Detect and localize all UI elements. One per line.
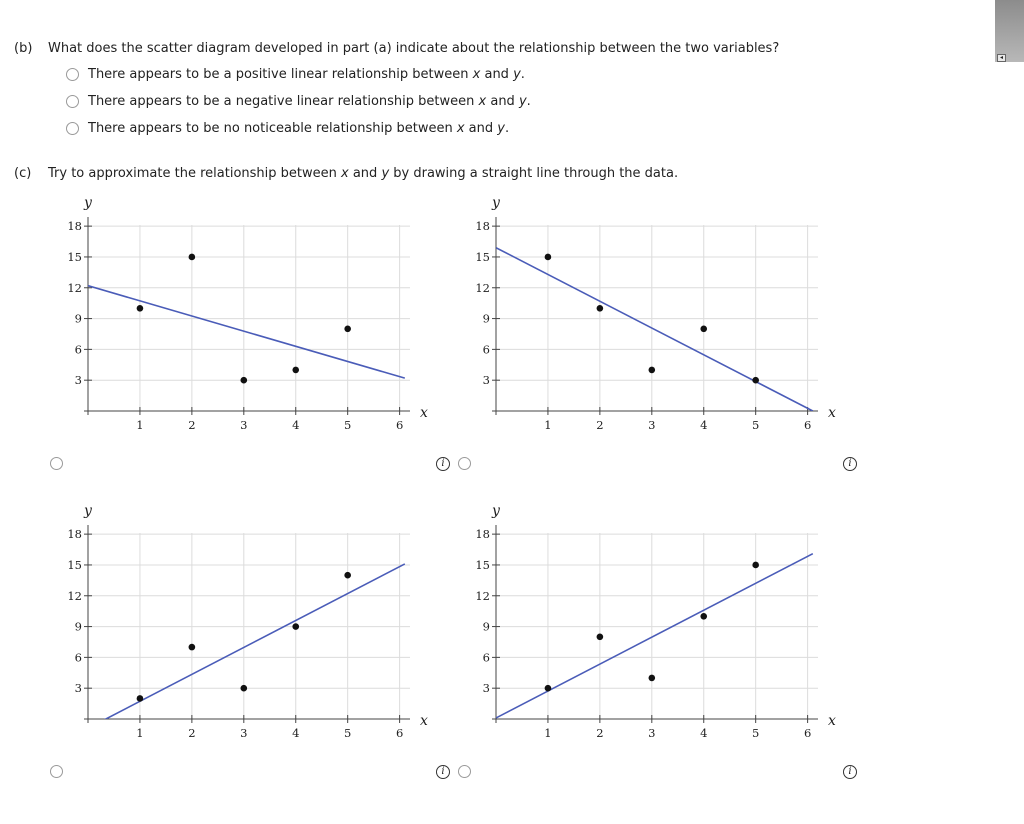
x-tick-label: 2 [188, 418, 196, 432]
data-point [752, 562, 759, 569]
data-point [241, 377, 248, 384]
x-tick-label: 4 [700, 418, 708, 432]
y-tick-label: 3 [74, 681, 82, 696]
y-tick-label: 6 [74, 342, 82, 357]
y-tick-label: 18 [475, 527, 490, 542]
part-c-question: (c) Try to approximate the relationship between x and y by drawing a straight line through the data. [14, 166, 679, 181]
y-tick-label: 15 [67, 249, 82, 264]
x-tick-label: 6 [395, 418, 404, 432]
x-tick-label: 6 [395, 726, 404, 740]
y-tick-label: 15 [475, 249, 490, 264]
x-tick-label: 1 [544, 418, 552, 432]
x-tick-label: 4 [292, 726, 300, 740]
x-tick-label: 6 [803, 726, 812, 740]
data-point [189, 254, 196, 261]
chart-4-info-icon[interactable]: i [843, 765, 857, 779]
x-tick-label: 5 [344, 418, 352, 432]
x-tick-label: 5 [344, 726, 352, 740]
x-tick-label: 2 [596, 726, 604, 740]
chart-4-radio[interactable] [458, 765, 471, 778]
x-tick-label: 5 [752, 418, 760, 432]
option-positive-radio[interactable] [66, 68, 79, 81]
x-tick-label: 4 [292, 418, 300, 432]
option-none-text: There appears to be no noticeable relationship between x and y. [88, 120, 510, 136]
option-positive[interactable] [66, 65, 525, 83]
option-none-radio[interactable] [66, 122, 79, 135]
data-point [752, 377, 759, 384]
scatter-chart-option-3 [50, 498, 440, 748]
x-tick-label: 3 [240, 726, 248, 740]
x-axis-label: x [828, 405, 836, 421]
x-tick-label: 3 [648, 726, 656, 740]
y-tick-label: 18 [67, 219, 82, 234]
y-tick-label: 12 [475, 588, 490, 603]
data-point [241, 685, 248, 692]
scatter-chart-option-2 [458, 190, 848, 440]
y-axis-label: y [84, 503, 92, 519]
y-tick-label: 6 [74, 650, 82, 665]
y-tick-label: 18 [475, 219, 490, 234]
scatter-chart-option-1 [50, 190, 440, 440]
x-tick-label: 6 [803, 418, 812, 432]
y-axis-label: y [84, 195, 92, 211]
x-tick-label: 2 [188, 726, 196, 740]
y-tick-label: 12 [475, 280, 490, 295]
y-tick-label: 15 [475, 557, 490, 572]
scrollbar[interactable] [995, 0, 1024, 62]
x-tick-label: 4 [700, 726, 708, 740]
option-negative[interactable] [66, 92, 531, 110]
x-tick-label: 3 [648, 418, 656, 432]
y-tick-label: 9 [74, 619, 82, 634]
part-b-question [14, 41, 779, 56]
y-tick-label: 18 [67, 527, 82, 542]
scatter-chart-option-4 [458, 498, 848, 748]
part-c-label: (c) [14, 166, 32, 181]
trend-line [496, 248, 813, 411]
y-axis-label: y [492, 195, 500, 211]
data-point [700, 326, 707, 333]
part-b-question-text: What does the scatter diagram developed in part (a) indicate about the relationship between the two variables? [48, 41, 780, 56]
trend-line [88, 286, 405, 378]
option-none[interactable] [66, 119, 509, 137]
y-axis-label: y [492, 503, 500, 519]
x-axis-label: x [828, 713, 836, 729]
x-tick-label: 3 [240, 418, 248, 432]
y-tick-label: 12 [67, 280, 82, 295]
chart-1-info-icon[interactable]: i [436, 457, 450, 471]
chart-2-radio[interactable] [458, 457, 471, 470]
data-point [292, 367, 299, 374]
y-tick-label: 3 [74, 373, 82, 388]
data-point [137, 305, 144, 312]
data-point [292, 623, 299, 630]
data-point [597, 305, 604, 312]
x-tick-label: 1 [544, 726, 552, 740]
scroll-left-arrow-icon[interactable]: ◂ [997, 54, 1006, 62]
data-point [649, 675, 656, 682]
y-tick-label: 15 [67, 557, 82, 572]
data-point [545, 685, 552, 692]
x-tick-label: 1 [136, 726, 144, 740]
x-axis-label: x [420, 405, 428, 421]
data-point [597, 634, 604, 641]
y-tick-label: 9 [482, 311, 490, 326]
y-tick-label: 6 [482, 650, 490, 665]
y-tick-label: 9 [74, 311, 82, 326]
data-point [137, 695, 144, 702]
x-tick-label: 5 [752, 726, 760, 740]
chart-1-radio[interactable] [50, 457, 63, 470]
x-tick-label: 2 [596, 418, 604, 432]
y-tick-label: 12 [67, 588, 82, 603]
x-tick-label: 1 [136, 418, 144, 432]
y-tick-label: 6 [482, 342, 490, 357]
data-point [189, 644, 196, 651]
y-tick-label: 9 [482, 619, 490, 634]
data-point [649, 367, 656, 374]
chart-2-info-icon[interactable]: i [843, 457, 857, 471]
data-point [700, 613, 707, 620]
part-b-label: (b) [14, 41, 33, 56]
chart-3-info-icon[interactable]: i [436, 765, 450, 779]
data-point [344, 326, 351, 333]
chart-3-radio[interactable] [50, 765, 63, 778]
option-positive-text: There appears to be a positive linear relationship between x and y. [88, 66, 525, 82]
option-negative-text: There appears to be a negative linear relationship between x and y. [88, 93, 531, 109]
data-point [545, 254, 552, 261]
trend-line [88, 564, 405, 728]
option-negative-radio[interactable] [66, 95, 79, 108]
y-tick-label: 3 [482, 373, 490, 388]
trend-line [496, 554, 813, 718]
y-tick-label: 3 [482, 681, 490, 696]
x-axis-label: x [420, 713, 428, 729]
data-point [344, 572, 351, 579]
